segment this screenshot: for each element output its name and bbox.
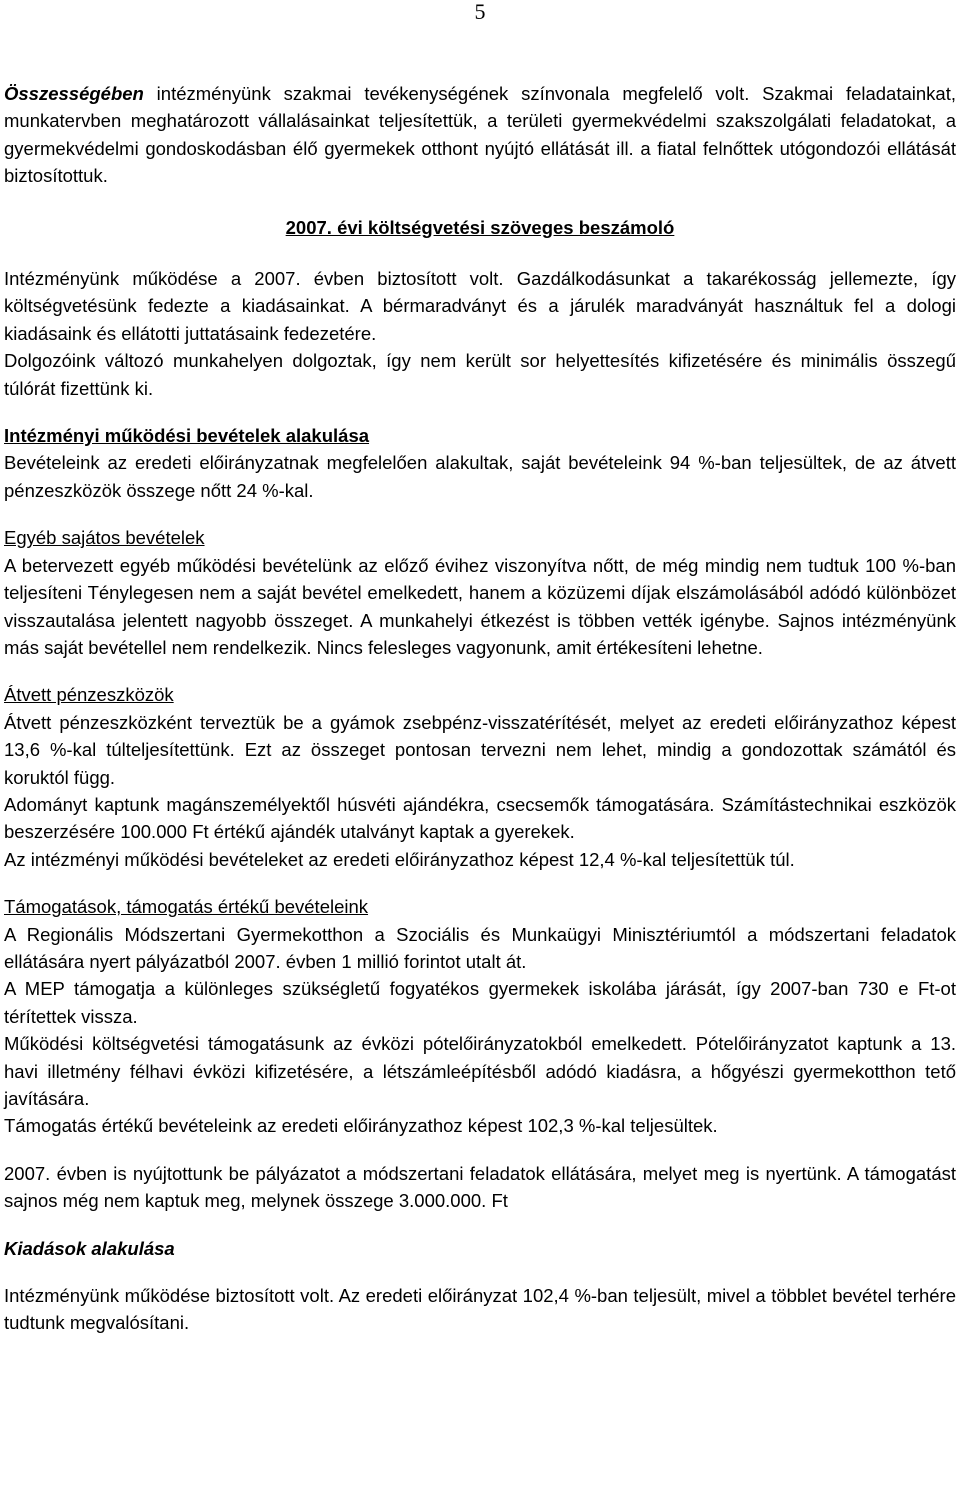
transferred-funds-heading: Átvett pénzeszközök <box>4 684 174 706</box>
subsidies-paragraph-2: A MEP támogatja a különleges szükségletű fogyatékos gyermekek iskolába járását, így 2007-ban 730 e Ft-ot térítettek vissza. <box>4 978 956 1027</box>
transferred-funds-paragraph-3: Az intézményi működési bevételeket az eredeti előirányzathoz képest 12,4 %-kal teljesítettük túl. <box>4 848 795 870</box>
transferred-funds-paragraph-1: Átvett pénzeszközként terveztük be a gyámok zsebpénz-visszatérítését, melyet az eredeti előirányzathoz képest 13,6 %-kal túlteljesítettünk. Ezt az összeget pontosan tervezni nem lehet, mindig a gondozottak számától és koruktól függ. <box>4 711 956 788</box>
subsidies-paragraph-3: Működési költségvetési támogatásunk az évközi pótelőirányzatokból emelkedett. Pótelőirányzatot kaptunk a 13. havi illetmény félhavi évközi kifizetésére, a létszámleépítésből adódó kiadásra, a hőgyészi gyermekotthon tető javítására. <box>4 1033 956 1109</box>
revenue-text: Bevételeink az eredeti előirányzatnak megfelelően alakultak, saját bevételeink 94 %-ban teljesültek, de az átvett pénzeszközök összege nőtt 24 %-kal. <box>4 452 956 501</box>
other-revenue-text: A betervezett egyéb működési bevételünk az előző évihez viszonyítva nőtt, de még mindig nem tudtuk 100 %-ban teljesíteni Ténylegesen nem a saját bevétel emelkedett, hanem a közüzemi díjak elszámolásából adódó különbözet visszautalása jelentett nagyobb összeget. A munkahelyi étkezést is többen vették igénybe. Sajnos intézményünk más saját bevétellel nem rendelkezik. Nincs felesleges vagyonunk, amit értékesíteni lehetne. <box>4 554 956 658</box>
report-heading: 2007. évi költségvetési szöveges beszámoló <box>285 216 675 238</box>
subsidies-paragraph-1: A Regionális Módszertani Gyermekotthon a Szociális és Munkaügyi Minisztériumtól a módszertani feladatok ellátására nyert pályázatból 2007. évben 1 millió forintot utalt át. <box>4 923 956 972</box>
expenses-heading: Kiadások alakulása <box>4 1237 175 1259</box>
subsidies-paragraph-4: Támogatás értékű bevételeink az eredeti előirányzathoz képest 102,3 %-kal teljesültek. <box>4 1115 718 1137</box>
operation-paragraph-2: Dolgozóink változó munkahelyen dolgoztak, így nem került sor helyettesítés kifizetésére és minimális összegű túlórát fizettünk ki. <box>4 350 956 399</box>
transferred-funds-paragraph-2: Adományt kaptunk magánszemélyektől húsvéti ajándékra, csecsemők támogatására. Számítástechnikai eszközök beszerzésére 100.000 Ft értékű ajándék utalványt kaptak a gyerekek. <box>4 793 956 843</box>
intro-lead: Összességében <box>4 83 144 104</box>
other-revenue-heading: Egyéb sajátos bevételek <box>4 527 205 549</box>
subsidies-heading: Támogatások, támogatás értékű bevételeink <box>4 896 369 918</box>
revenue-heading: Intézményi működési bevételek alakulása <box>4 425 370 447</box>
intro-text: intézményünk szakmai tevékenységének színvonala megfelelő volt. Szakmai feladatainkat, munkatervben meghatározott vállalásainkat teljesítettük, a területi gyermekvédelmi szakszolgálati feladatokat, a gyermekvédelmi gondoskodásban élő gyermekek otthont nyújtó ellátását ill. a fiatal felnőttek utógondozói ellátását biztosítottuk. <box>4 83 956 187</box>
operation-paragraph-1: Intézményünk működése a 2007. évben biztosított volt. Gazdálkodásunkat a takarékosság jellemezte, így költségvetésünk fedezte a kiadásainkat. A bérmaradványt és a járulék maradványát használtuk fel a dologi kiadásaink és ellátotti juttatásaink fedezetére. <box>4 268 956 344</box>
intro-paragraph <box>4 80 956 190</box>
page-number: 5 <box>474 0 486 24</box>
document-body <box>4 80 956 1337</box>
expenses-text: Intézményünk működése biztosított volt. Az eredeti előirányzat 102,4 %-ban teljesült, mivel a többlet bevétel terhére tudtunk megvalósítani. <box>4 1285 956 1334</box>
tender-paragraph: 2007. évben is nyújtottunk be pályázatot a módszertani feladatok ellátására, melyet meg is nyertünk. A támogatást sajnos még nem kaptuk meg, melynek összege 3.000.000. Ft <box>4 1162 956 1212</box>
